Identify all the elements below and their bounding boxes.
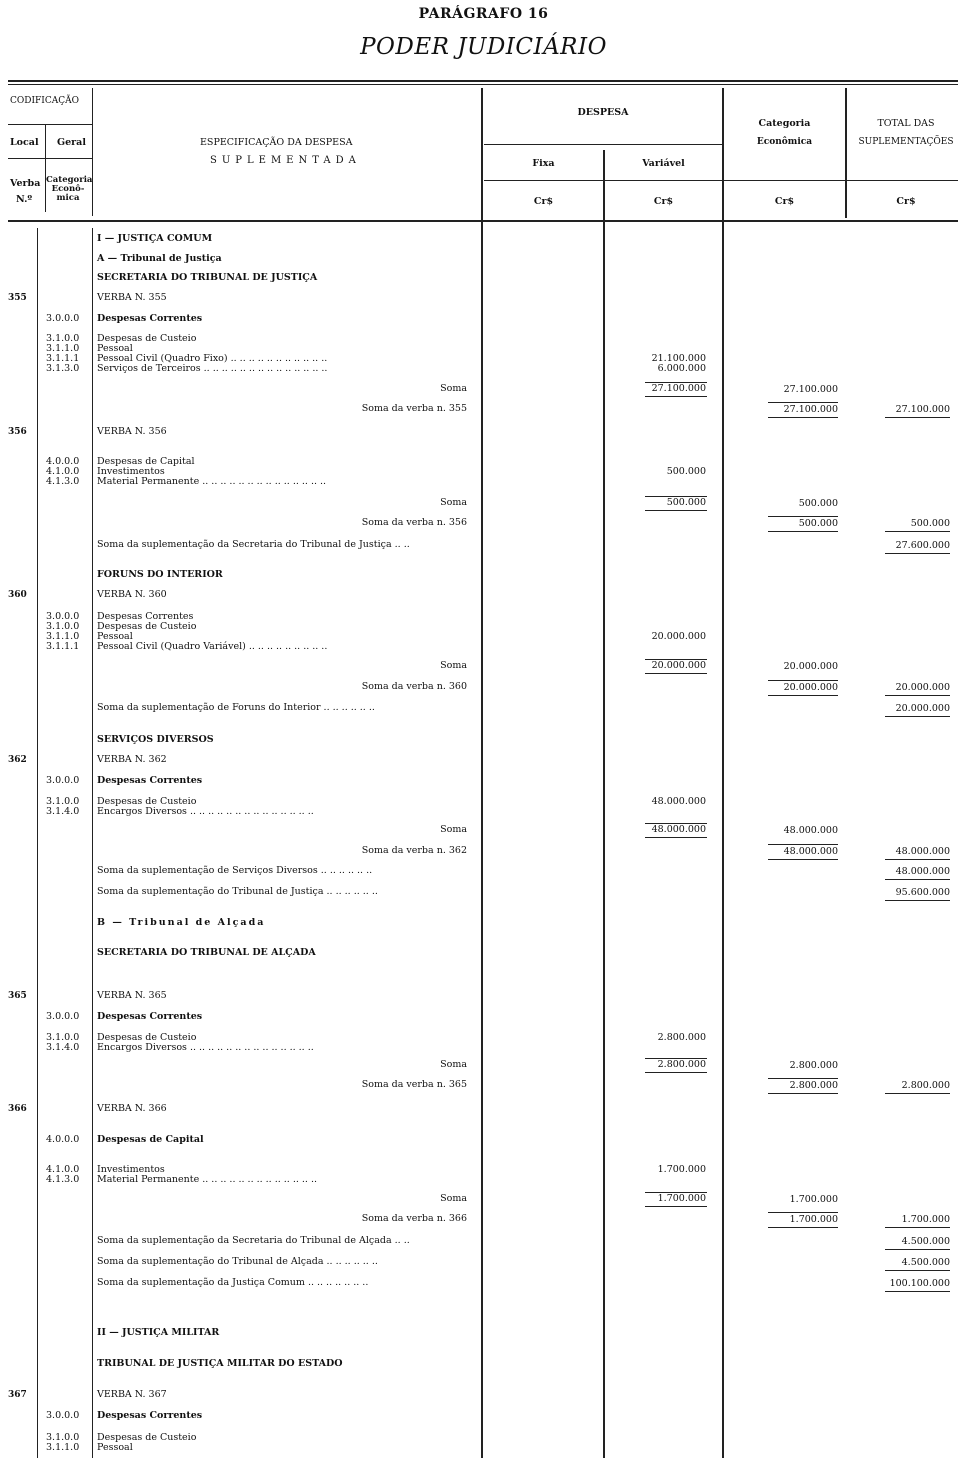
header-categoria-economica: Categoria Econô- mica xyxy=(46,175,93,203)
category-codes: 3.0.0.0 xyxy=(46,313,80,324)
total-value: 4.500.000 xyxy=(901,1236,950,1247)
sum-rule xyxy=(645,510,707,511)
variavel-value: 1.700.000 xyxy=(657,1193,706,1204)
verba-number: 356 xyxy=(8,427,27,437)
header-suplementacoes: SUPLEMENTAÇÕES xyxy=(858,137,954,147)
specification-text: TRIBUNAL DE JUSTIÇA MILITAR DO ESTADO xyxy=(97,1358,343,1369)
header-rule xyxy=(8,158,92,159)
verba-number: 360 xyxy=(8,590,27,600)
sum-rule xyxy=(645,382,707,383)
category-codes: 4.0.0.0 4.1.0.0 4.1.3.0 xyxy=(46,456,80,487)
categoria-value: 27.100.000 xyxy=(783,384,838,395)
sum-rule xyxy=(768,844,838,845)
variavel-value: 20.000.000 xyxy=(651,631,706,642)
category-codes: 3.1.0.0 3.1.1.0 xyxy=(46,1432,80,1453)
header-currency-fixa: Cr$ xyxy=(533,196,554,207)
specification-text: Soma da suplementação do Tribunal de Alçada .. .. .. .. .. .. xyxy=(97,1256,378,1267)
variavel-value: 2.800.000 xyxy=(657,1032,706,1043)
total-rule xyxy=(885,1270,950,1271)
categoria-value: 1.700.000 xyxy=(789,1194,838,1205)
header-rule xyxy=(484,144,722,145)
col-divider-verba xyxy=(37,228,38,1458)
specification-text: VERBA N. 367 xyxy=(97,1389,167,1400)
sum-rule xyxy=(768,1227,838,1228)
total-rule xyxy=(885,900,950,901)
sum-rule xyxy=(645,837,707,838)
category-codes: 3.1.0.0 3.1.1.0 3.1.1.1 3.1.3.0 xyxy=(46,333,80,374)
specification-text: Soma xyxy=(440,660,467,671)
specification-text: Despesas Correntes xyxy=(97,775,203,786)
specification-text: Soma xyxy=(440,383,467,394)
total-value: 1.700.000 xyxy=(901,1214,950,1225)
sum-rule xyxy=(645,496,707,497)
header-local: Local xyxy=(10,137,39,148)
sum-rule xyxy=(768,402,838,403)
header-suplementada: SUPLEMENTADA xyxy=(210,155,361,166)
header-categoria: Categoria xyxy=(758,118,811,129)
specification-text: Soma da verba n. 362 xyxy=(361,845,467,856)
category-codes: 3.0.0.0 xyxy=(46,1011,80,1022)
categoria-value: 20.000.000 xyxy=(783,682,838,693)
sum-rule xyxy=(645,823,707,824)
total-rule xyxy=(885,1249,950,1250)
verba-number: 367 xyxy=(8,1390,27,1400)
specification-text: Despesas Correntes xyxy=(97,313,203,324)
header-rule xyxy=(8,124,92,125)
sum-rule xyxy=(768,516,838,517)
total-rule xyxy=(885,531,950,532)
sum-rule xyxy=(645,1206,707,1207)
specification-text: SERVIÇOS DIVERSOS xyxy=(97,734,214,745)
sum-rule xyxy=(768,680,838,681)
category-codes: 3.0.0.0 xyxy=(46,775,80,786)
specification-text: I — JUSTIÇA COMUM xyxy=(97,233,213,244)
total-rule xyxy=(885,695,950,696)
table-top-rule-thin xyxy=(8,84,958,85)
table-top-rule xyxy=(8,80,958,82)
sum-rule xyxy=(768,859,838,860)
sum-rule xyxy=(768,1078,838,1079)
header-codificacao: CODIFICAÇÃO xyxy=(10,96,79,106)
specification-text: SECRETARIA DO TRIBUNAL DE ALÇADA xyxy=(97,947,316,958)
specification-text: Soma da verba n. 366 xyxy=(361,1213,467,1224)
specification-text: Soma da suplementação da Secretaria do Tribunal de Justiça .. .. xyxy=(97,539,410,550)
sum-rule xyxy=(645,1058,707,1059)
specification-text: VERBA N. 356 xyxy=(97,426,167,437)
header-currency-total: Cr$ xyxy=(896,196,916,207)
specification-text: FORUNS DO INTERIOR xyxy=(97,569,223,580)
specification-text: Soma xyxy=(440,1193,467,1204)
category-codes: 4.1.0.0 4.1.3.0 xyxy=(46,1164,80,1185)
header-n: N.º xyxy=(16,194,33,205)
categoria-value: 1.700.000 xyxy=(789,1214,838,1225)
categoria-value: 500.000 xyxy=(798,498,838,509)
specification-text: VERBA N. 362 xyxy=(97,754,167,765)
specification-text: Soma xyxy=(440,824,467,835)
sum-rule xyxy=(645,659,707,660)
total-value: 2.800.000 xyxy=(901,1080,950,1091)
specification-text: Investimentos Material Permanente .. .. .. .. .. .. .. .. .. .. .. .. .. xyxy=(97,1164,318,1185)
specification-text: Despesas de Capital xyxy=(97,1134,204,1145)
specification-text: Soma da verba n. 365 xyxy=(361,1079,467,1090)
category-codes: 3.0.0.0 xyxy=(46,1410,80,1421)
specification-text: Soma da suplementação da Justiça Comum .. .. .. .. .. .. .. xyxy=(97,1277,369,1288)
specification-text: Despesas Correntes xyxy=(97,1011,203,1022)
variavel-value: 27.100.000 xyxy=(651,383,706,394)
paragraph-heading: PARÁGRAFO 16 xyxy=(418,6,549,22)
category-codes: 4.0.0.0 xyxy=(46,1134,80,1145)
sum-rule xyxy=(645,1192,707,1193)
variavel-value: 500.000 xyxy=(666,466,706,477)
specification-text: A — Tribunal de Justiça xyxy=(97,253,222,264)
total-value: 4.500.000 xyxy=(901,1257,950,1268)
categoria-value: 500.000 xyxy=(798,518,838,529)
total-value: 20.000.000 xyxy=(895,682,950,693)
category-codes: 3.1.0.0 3.1.4.0 xyxy=(46,796,80,817)
specification-text: Despesas de Custeio Pessoal Pessoal Civil (Quadro Fixo) .. .. .. .. .. .. .. .. .. .. .. Serviços de Terceiros .. .. .. .. .. .. .. .. .. .. .. .. .. .. xyxy=(97,333,328,374)
categoria-value: 20.000.000 xyxy=(783,661,838,672)
header-fixa: Fixa xyxy=(532,158,555,169)
header-rule xyxy=(484,180,958,181)
sum-rule xyxy=(645,1072,707,1073)
specification-text: Despesas de Custeio Encargos Diversos .. .. .. .. .. .. .. .. .. .. .. .. .. .. xyxy=(97,796,314,817)
sum-rule xyxy=(645,673,707,674)
specification-text: II — JUSTIÇA MILITAR xyxy=(97,1327,220,1338)
specification-text: Soma da suplementação da Secretaria do Tribunal de Alçada .. .. xyxy=(97,1235,410,1246)
total-rule xyxy=(885,1093,950,1094)
header-geral: Geral xyxy=(57,137,86,148)
sum-rule xyxy=(768,1212,838,1213)
sum-rule xyxy=(768,531,838,532)
specification-text: Despesas de Custeio Pessoal xyxy=(97,1432,197,1453)
specification-text: Soma da suplementação de Serviços Diversos .. .. .. .. .. .. xyxy=(97,865,373,876)
categoria-value: 2.800.000 xyxy=(789,1080,838,1091)
sum-rule xyxy=(768,417,838,418)
col-divider-despesa xyxy=(481,88,483,1458)
total-rule xyxy=(885,1227,950,1228)
variavel-value: 21.100.000 6.000.000 xyxy=(651,353,706,374)
total-value: 48.000.000 xyxy=(895,866,950,877)
total-rule xyxy=(885,553,950,554)
categoria-value: 27.100.000 xyxy=(783,404,838,415)
specification-text: Despesas Correntes Despesas de Custeio Pessoal Pessoal Civil (Quadro Variável) .. .. .. .. .. .. .. .. .. xyxy=(97,611,328,652)
total-rule xyxy=(885,417,950,418)
category-codes: 3.1.0.0 3.1.4.0 xyxy=(46,1032,80,1053)
categoria-value: 48.000.000 xyxy=(783,846,838,857)
sum-rule xyxy=(645,396,707,397)
header-economica: Econômica xyxy=(756,137,813,147)
variavel-value: 2.800.000 xyxy=(657,1059,706,1070)
sum-rule xyxy=(768,1093,838,1094)
total-value: 27.100.000 xyxy=(895,404,950,415)
verba-number: 355 xyxy=(8,293,27,303)
categoria-value: 48.000.000 xyxy=(783,825,838,836)
header-variavel: Variável xyxy=(642,158,685,169)
specification-text: VERBA N. 360 xyxy=(97,589,167,600)
verba-number: 362 xyxy=(8,755,27,765)
specification-text: Soma da verba n. 360 xyxy=(361,681,467,692)
specification-text: Soma da suplementação de Foruns do Interior .. .. .. .. .. .. xyxy=(97,702,375,713)
total-value: 500.000 xyxy=(910,518,950,529)
specification-text: VERBA N. 365 xyxy=(97,990,167,1001)
header-currency-variavel: Cr$ xyxy=(653,196,674,207)
total-rule xyxy=(885,716,950,717)
total-value: 95.600.000 xyxy=(895,887,950,898)
total-value: 27.600.000 xyxy=(895,540,950,551)
categoria-value: 2.800.000 xyxy=(789,1060,838,1071)
col-divider xyxy=(92,88,93,216)
header-total-das: TOTAL DAS xyxy=(877,118,935,129)
specification-text: Soma da suplementação do Tribunal de Justiça .. .. .. .. .. .. xyxy=(97,886,378,897)
specification-text: Soma da verba n. 355 xyxy=(361,403,467,414)
header-verba: Verba xyxy=(10,178,41,189)
specification-text: SECRETARIA DO TRIBUNAL DE JUSTIÇA xyxy=(97,272,318,283)
specification-text: Soma xyxy=(440,497,467,508)
page-title: PODER JUDICIÁRIO xyxy=(360,34,607,60)
header-currency-categoria: Cr$ xyxy=(774,196,795,207)
verba-number: 365 xyxy=(8,991,27,1001)
total-value: 48.000.000 xyxy=(895,846,950,857)
specification-text: VERBA N. 355 xyxy=(97,292,167,303)
specification-text: VERBA N. 366 xyxy=(97,1103,167,1114)
specification-text: Despesas Correntes xyxy=(97,1410,203,1421)
specification-text: Despesas de Custeio Encargos Diversos .. .. .. .. .. .. .. .. .. .. .. .. .. .. xyxy=(97,1032,314,1053)
sum-rule xyxy=(768,695,838,696)
header-especificacao: ESPECIFICAÇÃO DA DESPESA xyxy=(200,137,353,148)
total-rule xyxy=(885,1291,950,1292)
variavel-value: 500.000 xyxy=(666,497,706,508)
variavel-value: 48.000.000 xyxy=(651,796,706,807)
category-codes: 3.0.0.0 3.1.0.0 3.1.1.0 3.1.1.1 xyxy=(46,611,80,652)
specification-text: Soma da verba n. 356 xyxy=(361,517,467,528)
specification-text: Despesas de Capital Investimentos Material Permanente .. .. .. .. .. .. .. .. .. .. .. .. .. .. xyxy=(97,456,327,487)
variavel-value: 48.000.000 xyxy=(651,824,706,835)
total-rule xyxy=(885,879,950,880)
verba-number: 366 xyxy=(8,1104,27,1114)
specification-text: B — Tribunal de Alçada xyxy=(97,917,266,928)
variavel-value: 1.700.000 xyxy=(657,1164,706,1175)
col-divider-codes xyxy=(92,228,93,1458)
total-value: 100.100.000 xyxy=(889,1278,950,1289)
header-despesa: DESPESA xyxy=(577,107,629,118)
variavel-value: 20.000.000 xyxy=(651,660,706,671)
total-value: 20.000.000 xyxy=(895,703,950,714)
header-bottom-rule xyxy=(8,220,958,222)
col-divider-variavel xyxy=(722,88,724,1458)
total-rule xyxy=(885,859,950,860)
specification-text: Soma xyxy=(440,1059,467,1070)
